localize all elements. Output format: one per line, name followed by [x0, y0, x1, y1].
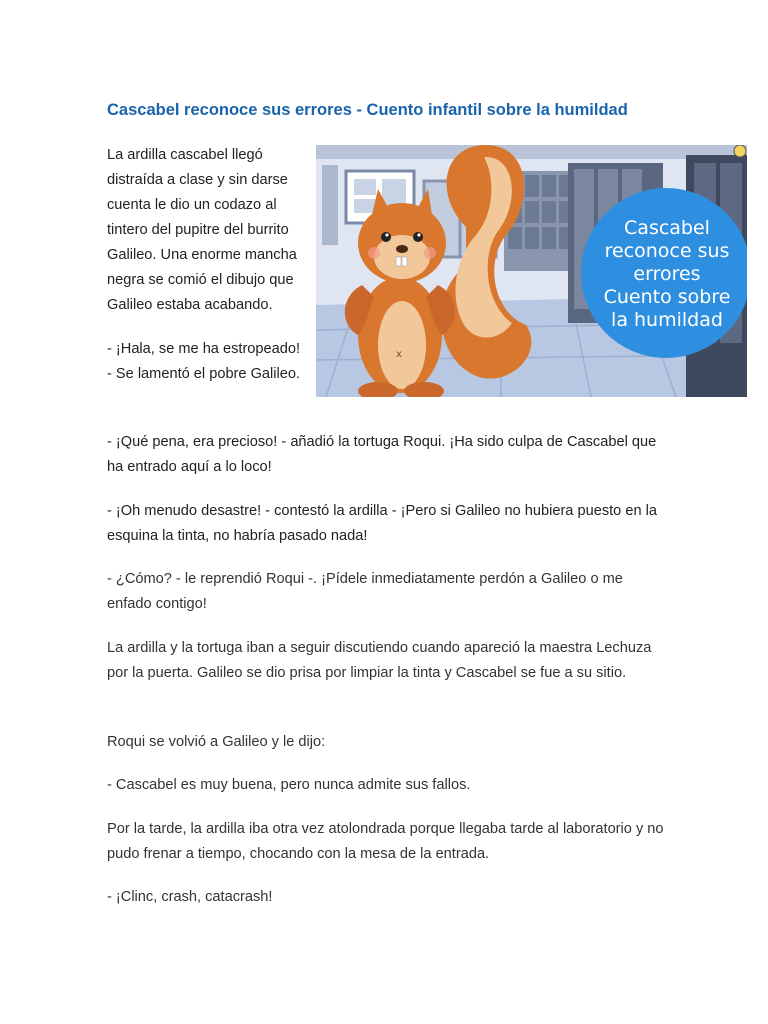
- svg-text:x: x: [396, 349, 402, 360]
- side-window: [322, 165, 338, 245]
- page-title: Cascabel reconoce sus errores - Cuento infantil sobre la humildad: [107, 101, 628, 119]
- story-illustration: [316, 145, 747, 397]
- paragraph: La ardilla cascabel llegó distraída a clase y sin darse cuenta le dio un codazo al tintero del pupitre del burrito Galileo. Una enorme mancha negra se comió el dibujo que Galileo estaba acabando.: [107, 147, 297, 313]
- paragraph: La ardilla y la tortuga iban a seguir discutiendo cuando apareció la maestra Lechuza por la puerta. Galileo se dio prisa por limpiar la tinta y Cascabel se fue a su sitio.: [107, 640, 652, 681]
- badge-line: Cuento sobre: [603, 286, 731, 308]
- badge-text: [584, 217, 747, 332]
- paragraph: Roqui se volvió a Galileo y le dijo:: [107, 734, 326, 750]
- clock-icon: [734, 145, 746, 157]
- paragraph: - ¡Oh menudo desastre! - contestó la ardilla - ¡Pero si Galileo no hubiera puesto en la esquina la tinta, no habría pasado nada!: [107, 503, 657, 544]
- paragraph: - ¿Cómo? - le reprendió Roqui -. ¡Pídele inmediatamente perdón a Galileo o me enfado contigo!: [107, 571, 623, 612]
- paragraph: - ¡Hala, se me ha estropeado! - Se lamentó el pobre Galileo.: [107, 341, 301, 382]
- badge-line: errores: [633, 263, 701, 285]
- badge-line: reconoce sus: [604, 240, 730, 262]
- ceiling-band: [316, 145, 747, 159]
- paragraph: Por la tarde, la ardilla iba otra vez atolondrada porque llegaba tarde al laboratorio y no pudo frenar a tiempo, chocando con la mesa de la entrada.: [107, 821, 664, 862]
- badge-line: Cascabel: [624, 217, 710, 239]
- paragraph: - ¡Qué pena, era precioso! - añadió la tortuga Roqui. ¡Ha sido culpa de Cascabel que ha entrado aquí a lo loco!: [107, 434, 657, 475]
- badge-line: la humildad: [611, 309, 723, 331]
- paragraph: - ¡Clinc, crash, catacrash!: [107, 889, 273, 905]
- paragraph: - Cascabel es muy buena, pero nunca admite sus fallos.: [107, 777, 471, 793]
